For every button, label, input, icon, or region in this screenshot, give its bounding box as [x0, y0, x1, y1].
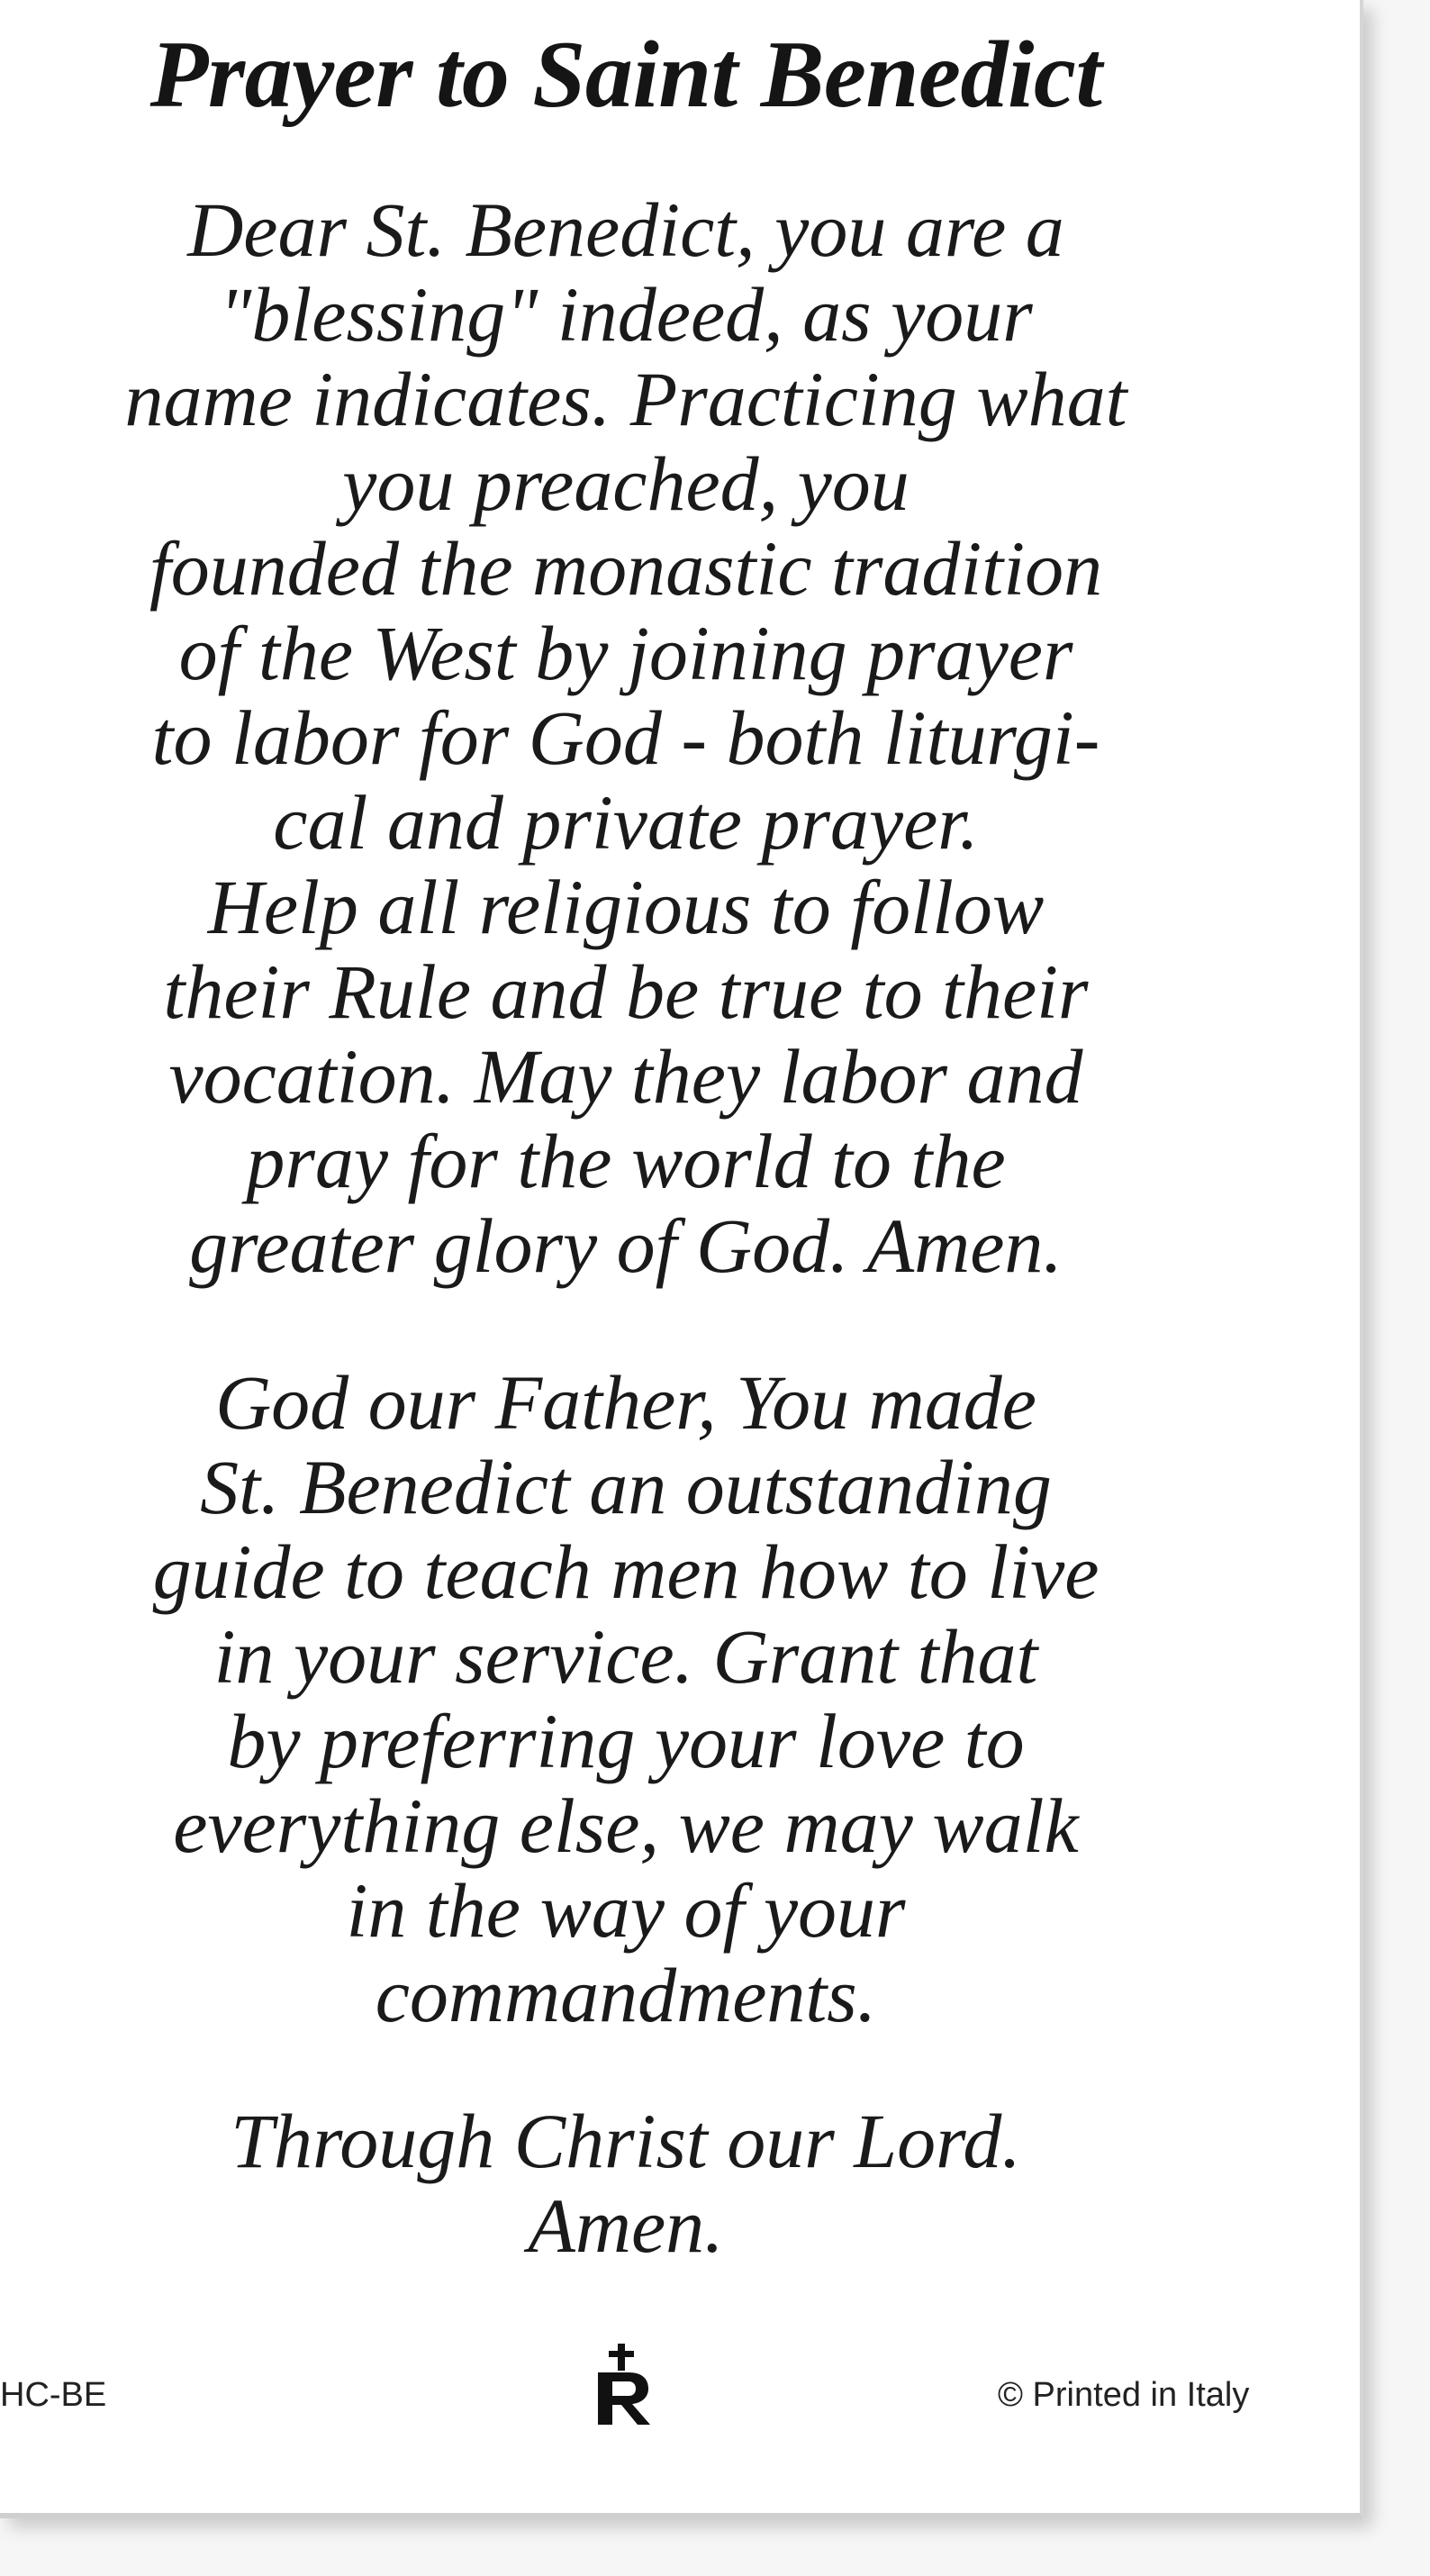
- stanza-line: Amen.: [528, 2182, 724, 2269]
- prayer-title: Prayer to Saint Benedict: [149, 22, 1102, 127]
- cross-r-logo-icon: [585, 2342, 657, 2428]
- stanza-2: [0, 1360, 1252, 2037]
- stanza-1: [0, 187, 1252, 1288]
- product-code: HC-BE: [0, 2376, 107, 2414]
- stanza-line: commandments.: [375, 1952, 877, 2038]
- stanza-line: St. Benedict an outstanding: [200, 1444, 1052, 1530]
- stanza-line: everything else, we may walk: [173, 1782, 1079, 1869]
- stanza-line: to labor for God - both liturgi-: [151, 694, 1100, 781]
- stanza-line: Dear St. Benedict, you are a: [187, 186, 1064, 273]
- stanza-line: founded the monastic tradition: [149, 525, 1103, 612]
- stanza-line: you preached, you: [342, 440, 910, 527]
- stanza-line: vocation. May they labor and: [168, 1033, 1083, 1120]
- copyright-text: © Printed in Italy: [998, 2376, 1250, 2414]
- stanza-line: name indicates. Practicing what: [124, 356, 1127, 442]
- stanza-line: cal and private prayer.: [273, 779, 979, 866]
- stanza-line: of the West by joining prayer: [178, 610, 1073, 696]
- stanza-line: in your service. Grant that: [213, 1613, 1038, 1700]
- stanza-line: Help all religious to follow: [207, 864, 1045, 950]
- stanza-line: pray for the world to the: [246, 1118, 1006, 1204]
- stanza-line: "blessing" indeed, as your: [219, 271, 1033, 358]
- stanza-line: their Rule and be true to their: [163, 948, 1089, 1035]
- stanza-line: Through Christ our Lord.: [231, 2098, 1021, 2184]
- stanza-3: [0, 2099, 1252, 2268]
- stanza-line: in the way of your: [346, 1867, 906, 1954]
- stanza-line: guide to teach men how to live: [152, 1528, 1100, 1615]
- stanza-line: greater glory of God. Amen.: [189, 1202, 1063, 1289]
- stanza-line: God our Father, You made: [215, 1359, 1036, 1446]
- stanza-line: by preferring your love to: [227, 1698, 1025, 1784]
